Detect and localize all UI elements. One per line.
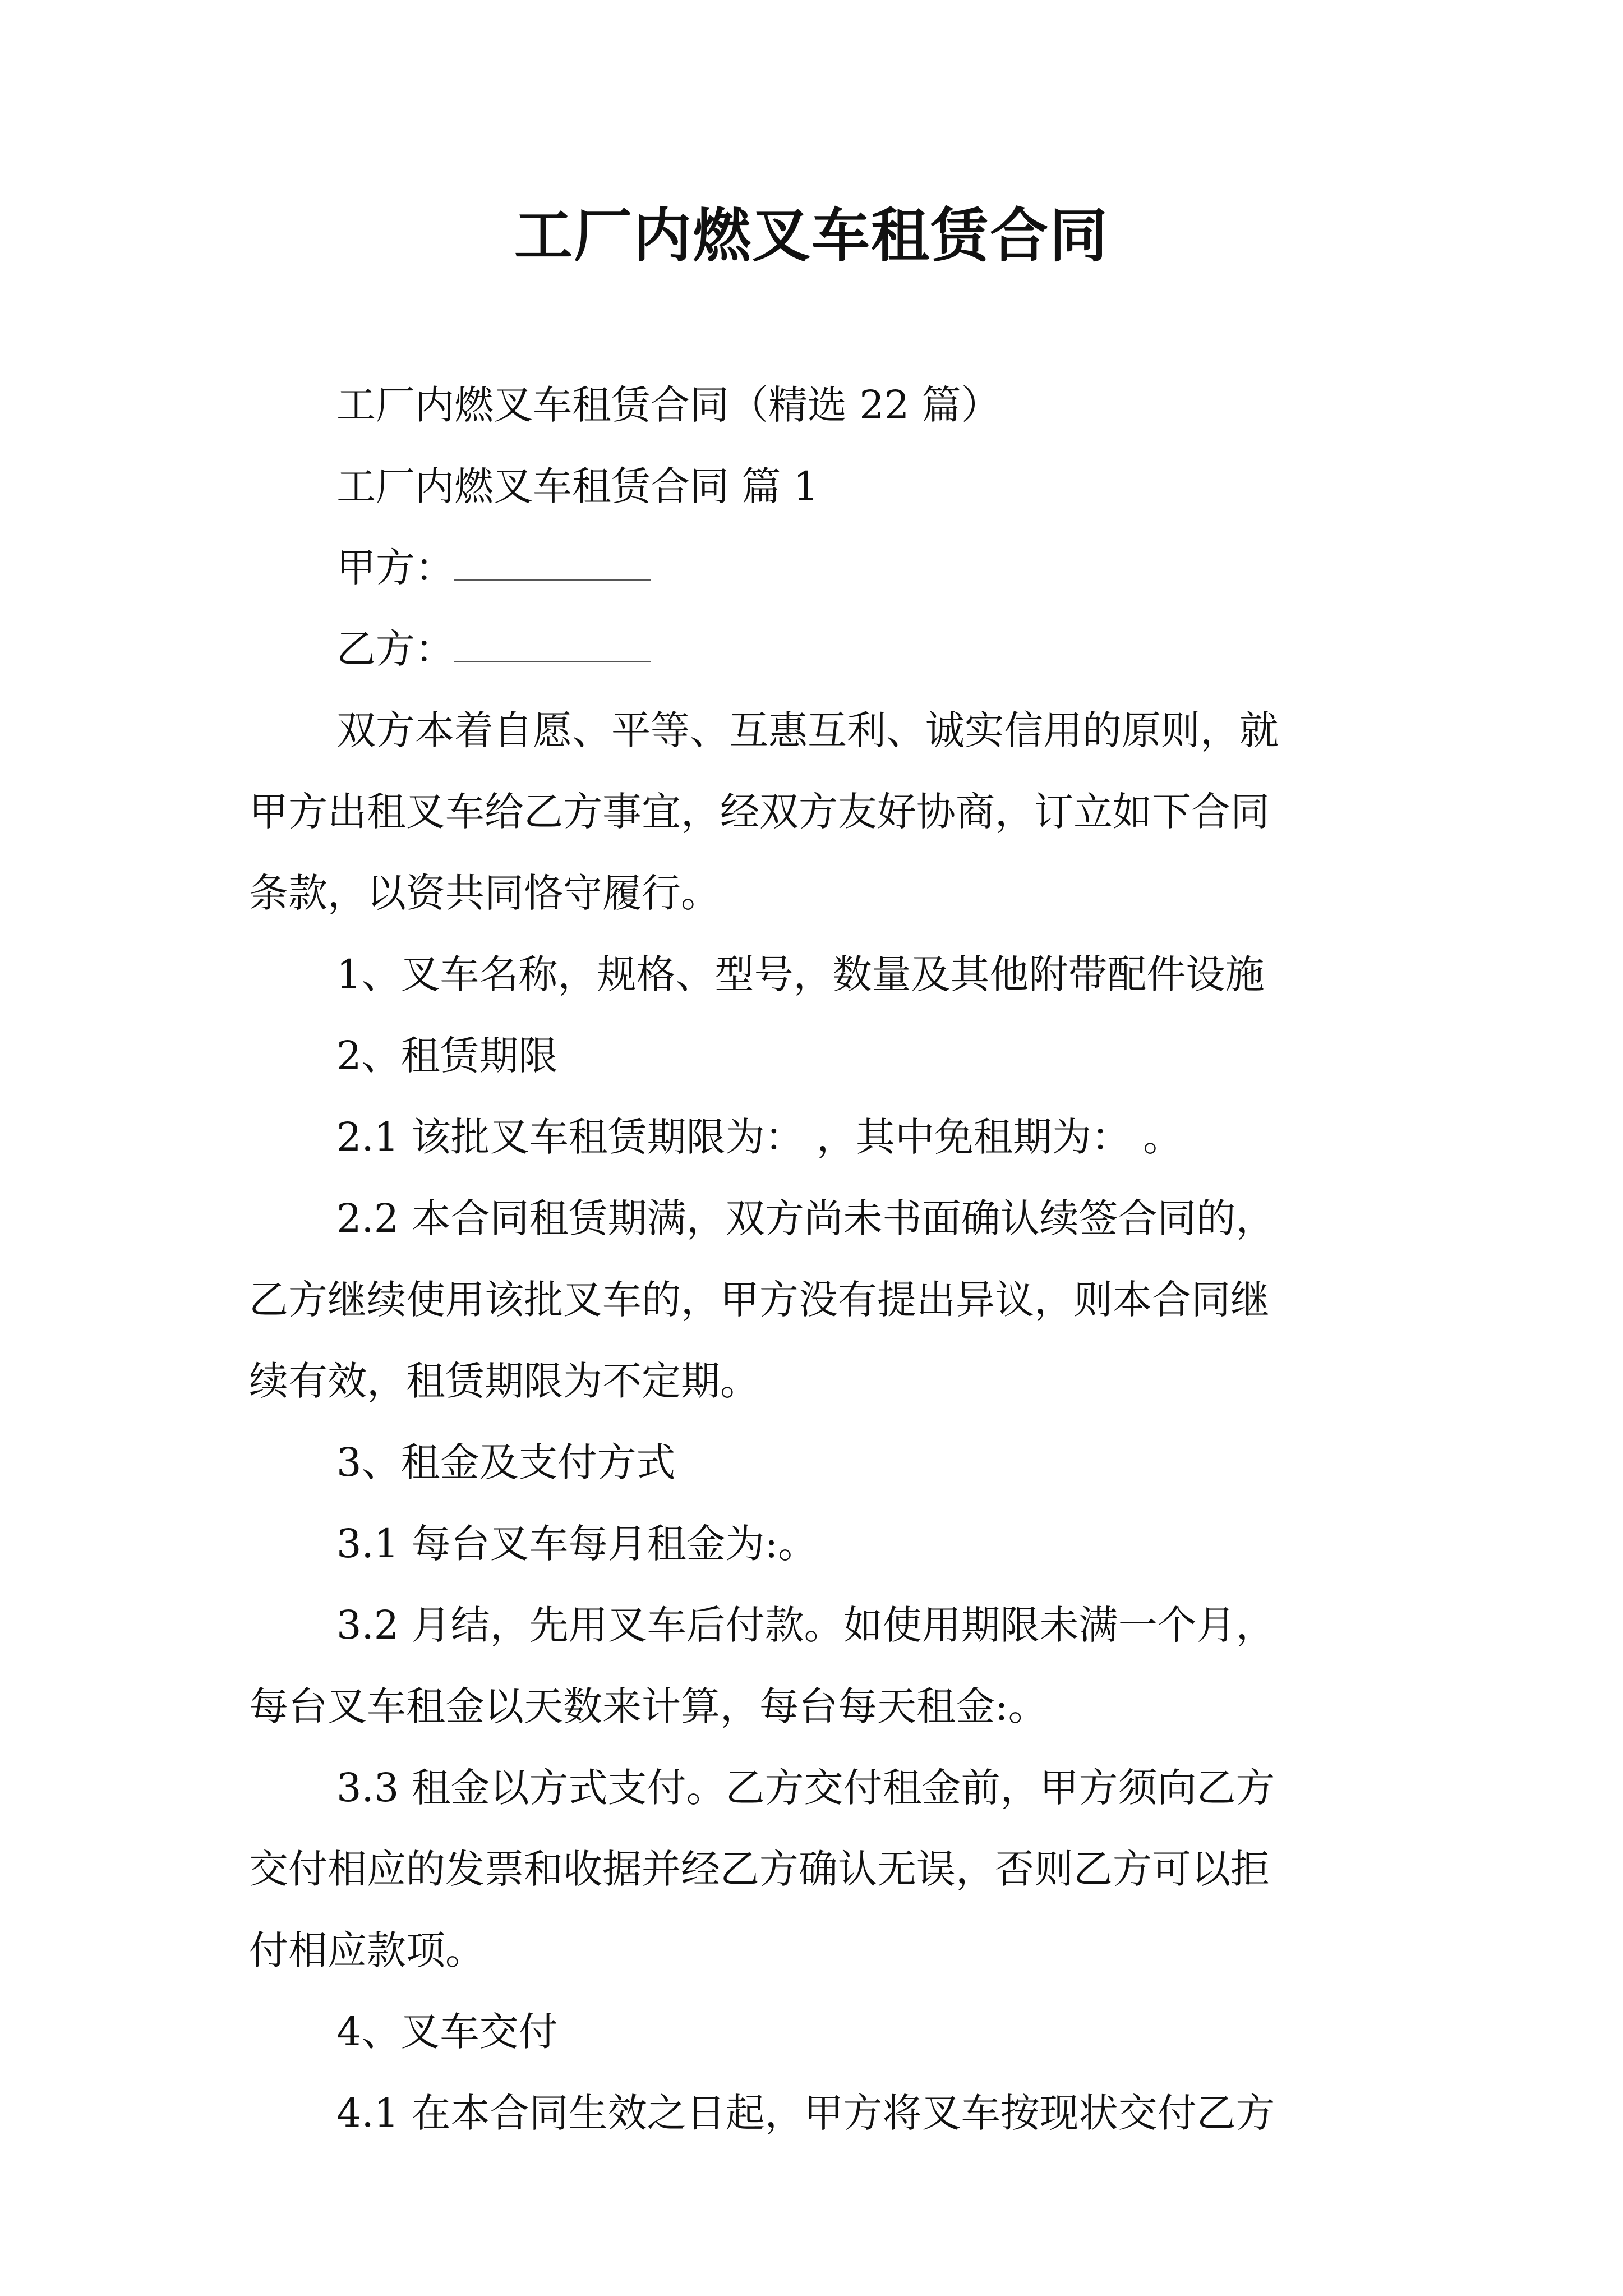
text-line: 3、租金及支付方式 [336, 1439, 676, 1485]
document-title: 工厂内燃叉车租赁合同 [514, 201, 1109, 270]
text-line: 3.1 每台叉车每月租金为:。 [336, 1521, 818, 1567]
text-line: 1、叉车名称，规格、型号，数量及其他附带配件设施 [336, 951, 1265, 997]
party-b-label: 乙方： [336, 626, 454, 672]
text-line: 双方本着自愿、平等、互惠互利、诚实信用的原则，就 [336, 707, 1279, 753]
party-b-blank [454, 627, 651, 662]
document-body [249, 365, 1385, 2154]
text-line: 每台叉车租金以天数来计算，每台每天租金:。 [249, 1683, 1048, 1729]
party-a-line [249, 527, 1385, 609]
text-line: 4、叉车交付 [336, 2009, 558, 2055]
text-line: 交付相应的发票和收据并经乙方确认无误，否则乙方可以拒 [249, 1846, 1270, 1892]
text-line: 条款，以资共同恪守履行。 [249, 870, 720, 916]
text-line: 工厂内燃叉车租赁合同（精选 22 篇） [336, 382, 1000, 428]
text-line: 工厂内燃叉车租赁合同 篇 1 [336, 463, 819, 509]
text-line: 甲方出租叉车给乙方事宜，经双方友好协商，订立如下合同 [249, 789, 1270, 835]
text-line: 续有效，租赁期限为不定期。 [249, 1358, 759, 1404]
party-b-line [249, 609, 1385, 690]
party-a-blank [454, 546, 651, 581]
text-line: 3.3 租金以方式支付。乙方交付租金前，甲方须向乙方 [336, 1765, 1275, 1811]
text-line: 4.1 在本合同生效之日起，甲方将叉车按现状交付乙方 [336, 2090, 1275, 2136]
text-line: 2.1 该批叉车租赁期限为： ，其中免租期为： 。 [336, 1114, 1183, 1160]
text-line: 付相应款项。 [249, 1927, 485, 1973]
text-line: 3.2 月结，先用叉车后付款。如使用期限未满一个月， [336, 1602, 1275, 1648]
text-line: 2、租赁期限 [336, 1033, 558, 1079]
party-a-label: 甲方： [336, 545, 454, 591]
text-line: 2.2 本合同租赁期满，双方尚未书面确认续签合同的， [336, 1195, 1275, 1241]
text-line: 乙方继续使用该批叉车的，甲方没有提出异议，则本合同继 [249, 1277, 1270, 1323]
